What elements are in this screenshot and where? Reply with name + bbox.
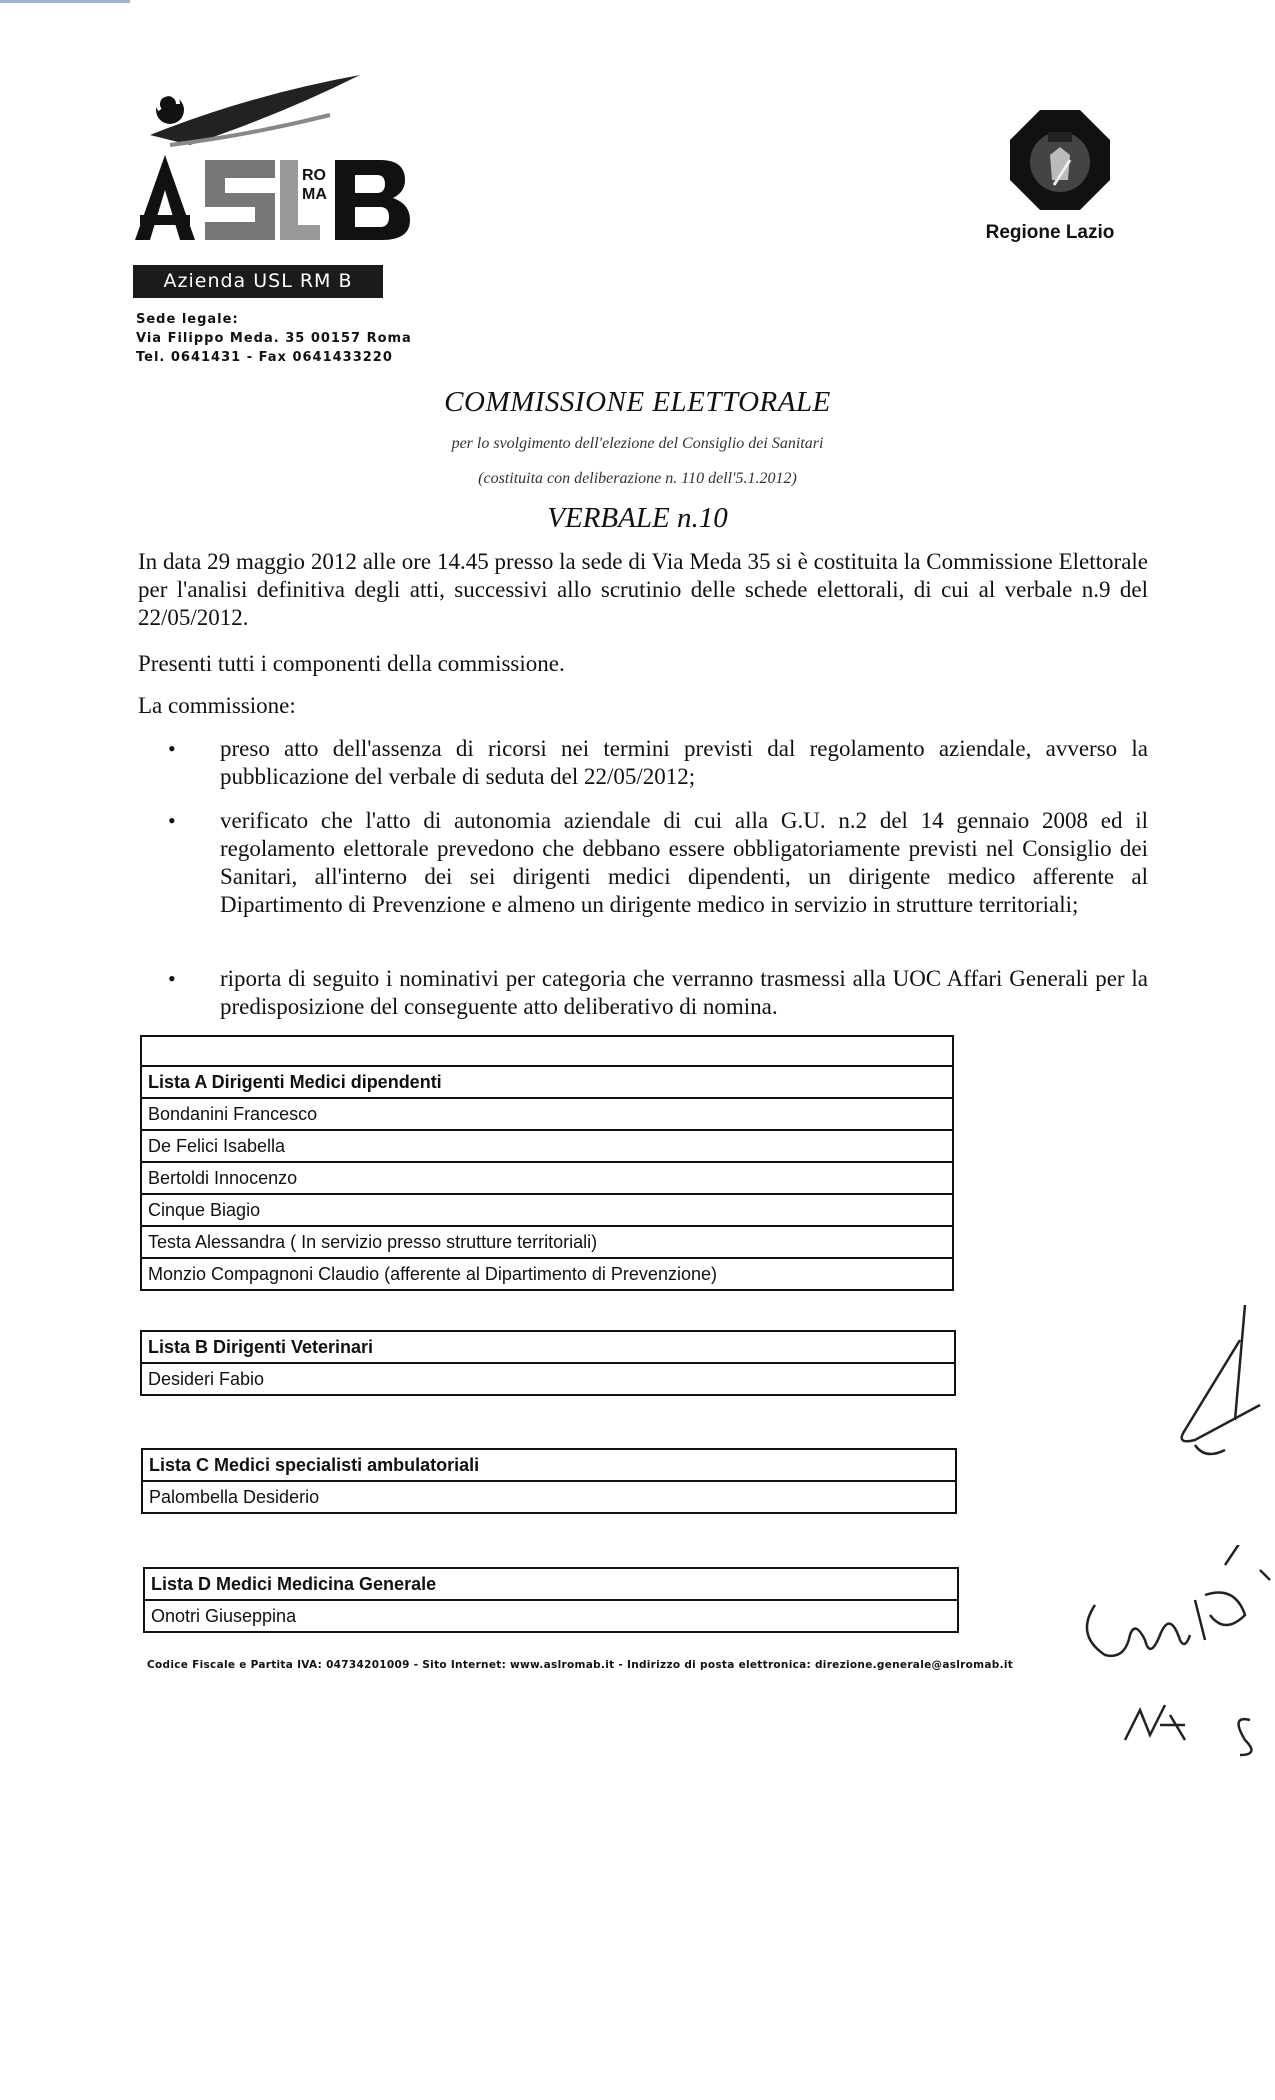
organization-name-bar: Azienda USL RM B xyxy=(133,265,383,298)
lista-a-table xyxy=(140,1035,954,1291)
signature-1-icon xyxy=(1165,1300,1265,1470)
lista-d-table xyxy=(143,1567,959,1633)
list-item: • riporta di seguito i nominativi per categoria che verranno trasmessi alla UOC Affari Generali per la predisposizione del conseguente atto deliberativo di nomina. xyxy=(160,965,1148,1021)
document-subtitle: per lo svolgimento dell'elezione del Consiglio dei Sanitari xyxy=(451,435,824,452)
table-row: Bertoldi Innocenzo xyxy=(142,1161,952,1193)
table-row: Desideri Fabio xyxy=(142,1362,954,1394)
table-row: Palombella Desiderio xyxy=(143,1480,955,1512)
initials-signature-icon xyxy=(1110,1690,1270,1760)
lista-b-table xyxy=(140,1330,956,1396)
table-row: De Felici Isabella xyxy=(142,1129,952,1161)
scan-edge-mark xyxy=(0,0,130,3)
logo-text-ma: MA xyxy=(302,186,327,203)
document-heading: COMMISSIONE ELETTORALE xyxy=(444,386,831,418)
list-item: • verificato che l'atto di autonomia aziendale di cui alla G.U. n.2 del 14 gennaio 2008 ed il regolamento elettorale prevedono che debbano essere obbligatoriamente previsti nel Consiglio dei Sanitari, all'interno dei sei dirigenti medici dipendenti, un dirigente medico afferente al Dipartimento di Prevenzione e almeno un dirigente medico in servizio in strutture territoriali; xyxy=(160,807,1148,919)
table-row: Monzio Compagnoni Claudio (afferente al Dipartimento di Prevenzione) xyxy=(142,1257,952,1289)
table-row: Cinque Biagio xyxy=(142,1193,952,1225)
lista-a-title: Lista A Dirigenti Medici dipendenti xyxy=(148,1072,442,1092)
regione-lazio-seal-icon xyxy=(1010,110,1110,210)
region-label: Regione Lazio xyxy=(985,222,1115,243)
lista-b-title: Lista B Dirigenti Veterinari xyxy=(148,1337,374,1357)
table-row: Onotri Giuseppina xyxy=(145,1599,957,1631)
signature-2-icon xyxy=(1065,1545,1275,1685)
commission-paragraph: La commissione: xyxy=(138,693,296,718)
intro-paragraph: In data 29 maggio 2012 alle ore 14.45 presso la sede di Via Meda 35 si è costituita la Commissione Elettorale per l'analisi definitiva degli atti, successivi allo scrutinio delle schede elettorali, di cui al verbale n.9 del 22/05/2012. xyxy=(138,549,1148,630)
table-row: Bondanini Francesco xyxy=(142,1097,952,1129)
footer-contact-line: Codice Fiscale e Partita IVA: 04734201009 - Sito Internet: www.aslromab.it - Indirizzo di posta elettronica: direzione.generale@aslromab.it xyxy=(147,1659,1014,1671)
attendance-paragraph: Presenti tutti i componenti della commissione. xyxy=(138,651,565,676)
table-row: Testa Alessandra ( In servizio presso strutture territoriali) xyxy=(142,1225,952,1257)
lista-c-title: Lista C Medici specialisti ambulatoriali xyxy=(149,1455,480,1475)
seat-label: Sede legale: xyxy=(136,312,239,327)
asl-logo xyxy=(130,75,450,245)
lista-c-table xyxy=(141,1448,957,1514)
verbale-number: VERBALE n.10 xyxy=(547,502,728,534)
address-line: Via Filippo Meda. 35 00157 Roma xyxy=(136,331,412,346)
logo-text-ro: RO xyxy=(302,167,326,184)
list-item: • preso atto dell'assenza di ricorsi nei termini previsti dal regolamento aziendale, avverso la pubblicazione del verbale di seduta del 22/05/2012; xyxy=(160,735,1148,791)
organization-address-block xyxy=(136,310,412,367)
lista-a-rows xyxy=(142,1065,952,1289)
phone-fax-line: Tel. 0641431 - Fax 0641433220 xyxy=(136,350,393,365)
lista-d-title: Lista D Medici Medicina Generale xyxy=(151,1574,437,1594)
document-subtitle-deliberation: (costituita con deliberazione n. 110 dell'5.1.2012) xyxy=(478,470,797,487)
